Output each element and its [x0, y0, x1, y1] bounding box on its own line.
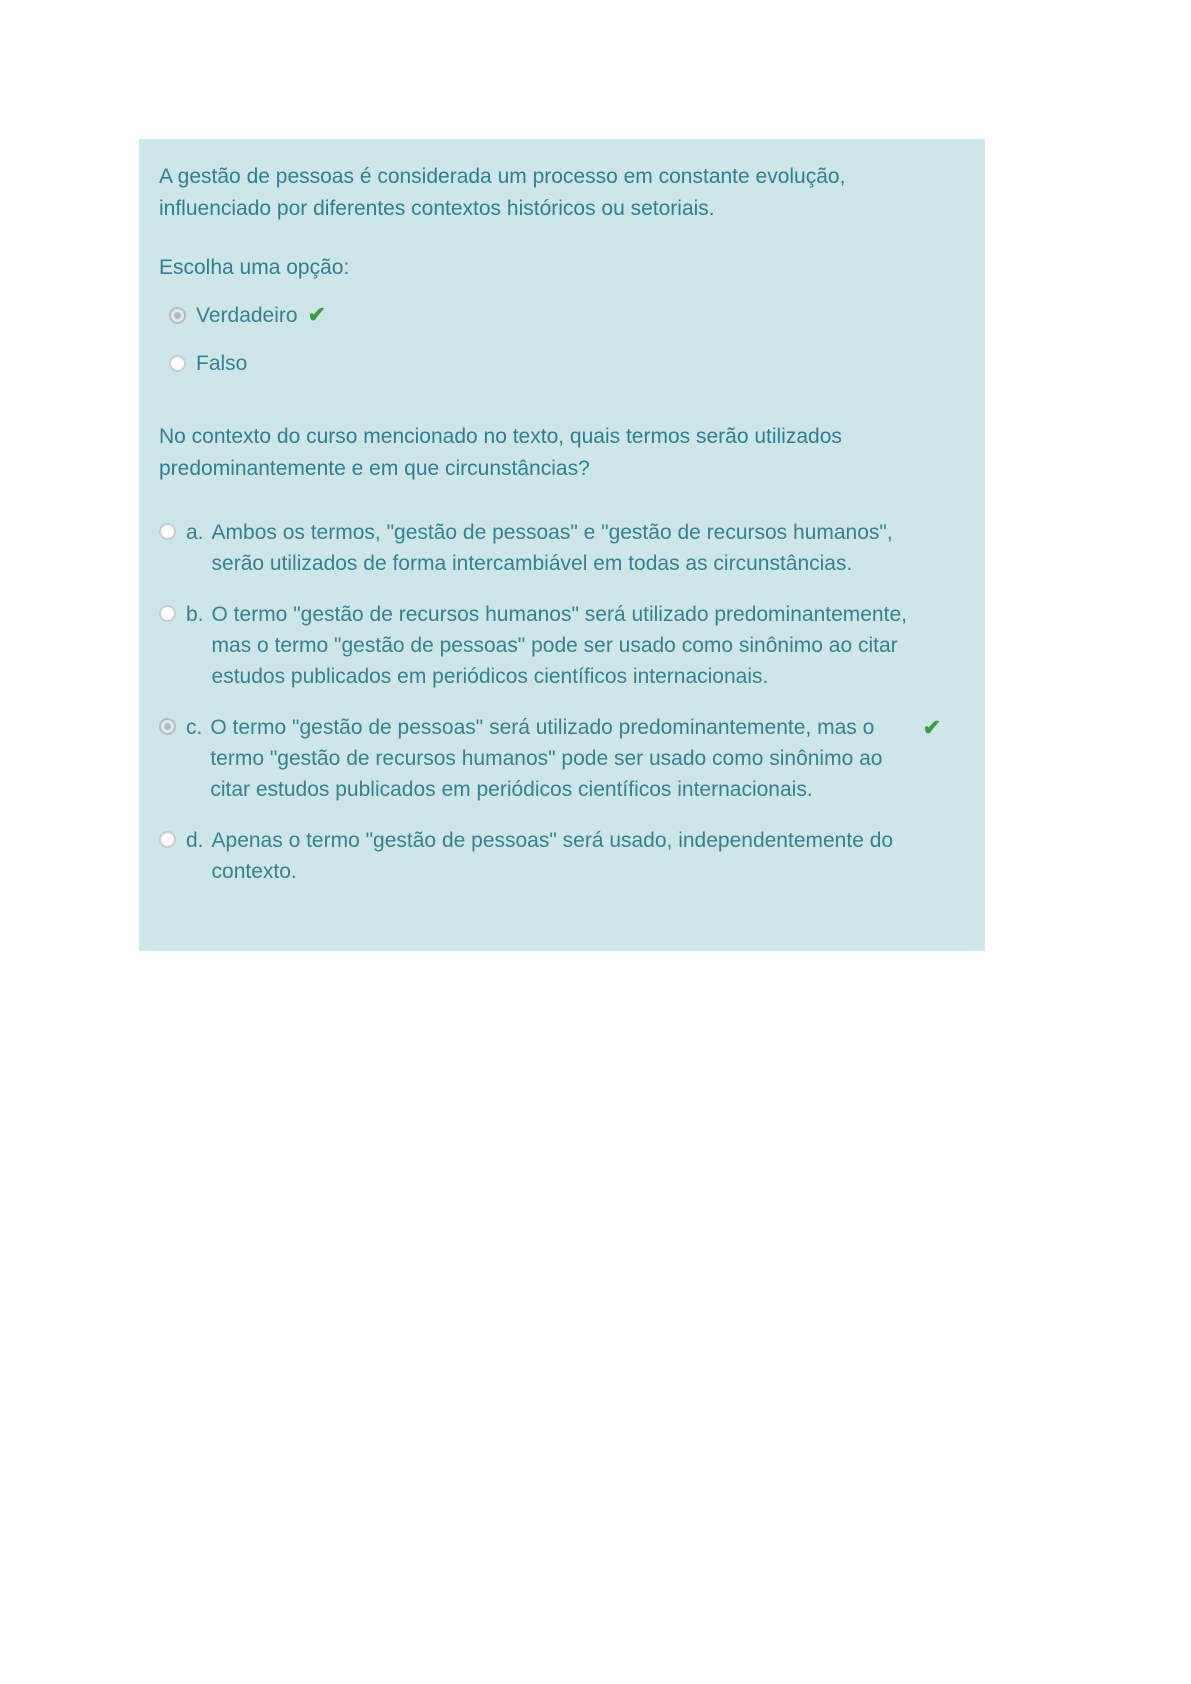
question-text: A gestão de pessoas é considerada um processo em constante evolução, influenciado por diferentes contextos históricos ou setoriais. [159, 165, 846, 220]
option-label: O termo "gestão de recursos humanos" será utilizado predominantemente, mas o termo "gestão de pessoas" pode ser usado como sinônimo ao citar estudos publicados em periódicos científicos internacionais. [211, 603, 907, 688]
radio-unselected-icon[interactable] [159, 605, 176, 622]
option-letter: b. [186, 603, 204, 626]
check-icon: ✔ [307, 302, 327, 327]
option-label: Verdadeiro [196, 304, 298, 327]
radio-option-d[interactable] [159, 825, 959, 887]
radio-option-falso[interactable] [169, 349, 959, 379]
option-letter: d. [186, 829, 204, 852]
question-block-multiple-choice [139, 399, 985, 951]
question-block-true-false [139, 139, 985, 399]
option-label: O termo "gestão de pessoas" será utilizado predominantemente, mas o termo "gestão de recursos humanos" pode ser usado como sinônimo ao citar estudos publicados em periódicos científicos internacionais. [210, 716, 883, 801]
radio-option-c[interactable] [159, 712, 959, 805]
radio-unselected-icon[interactable] [159, 523, 176, 540]
option-letter: a. [186, 521, 204, 544]
question-text: No contexto do curso mencionado no texto, quais termos serão utilizados predominantemente e em que circunstâncias? [159, 425, 842, 480]
radio-unselected-icon[interactable] [159, 831, 176, 848]
radio-option-a[interactable] [159, 517, 959, 579]
radio-selected-icon[interactable] [169, 307, 186, 324]
choose-option-prompt: Escolha uma opção: [159, 256, 350, 279]
radio-unselected-icon[interactable] [169, 355, 186, 372]
radio-option-verdadeiro[interactable] [169, 301, 959, 331]
radio-selected-icon[interactable] [159, 718, 176, 735]
option-label: Falso [196, 352, 248, 375]
radio-option-b[interactable] [159, 599, 959, 692]
check-icon: ✔ [922, 715, 941, 740]
option-label: Apenas o termo "gestão de pessoas" será usado, independentemente do contexto. [211, 829, 894, 883]
option-letter: c. [186, 716, 203, 739]
option-label: Ambos os termos, "gestão de pessoas" e "gestão de recursos humanos", serão utilizados de forma intercambiável em todas as circunstâncias. [211, 521, 893, 575]
